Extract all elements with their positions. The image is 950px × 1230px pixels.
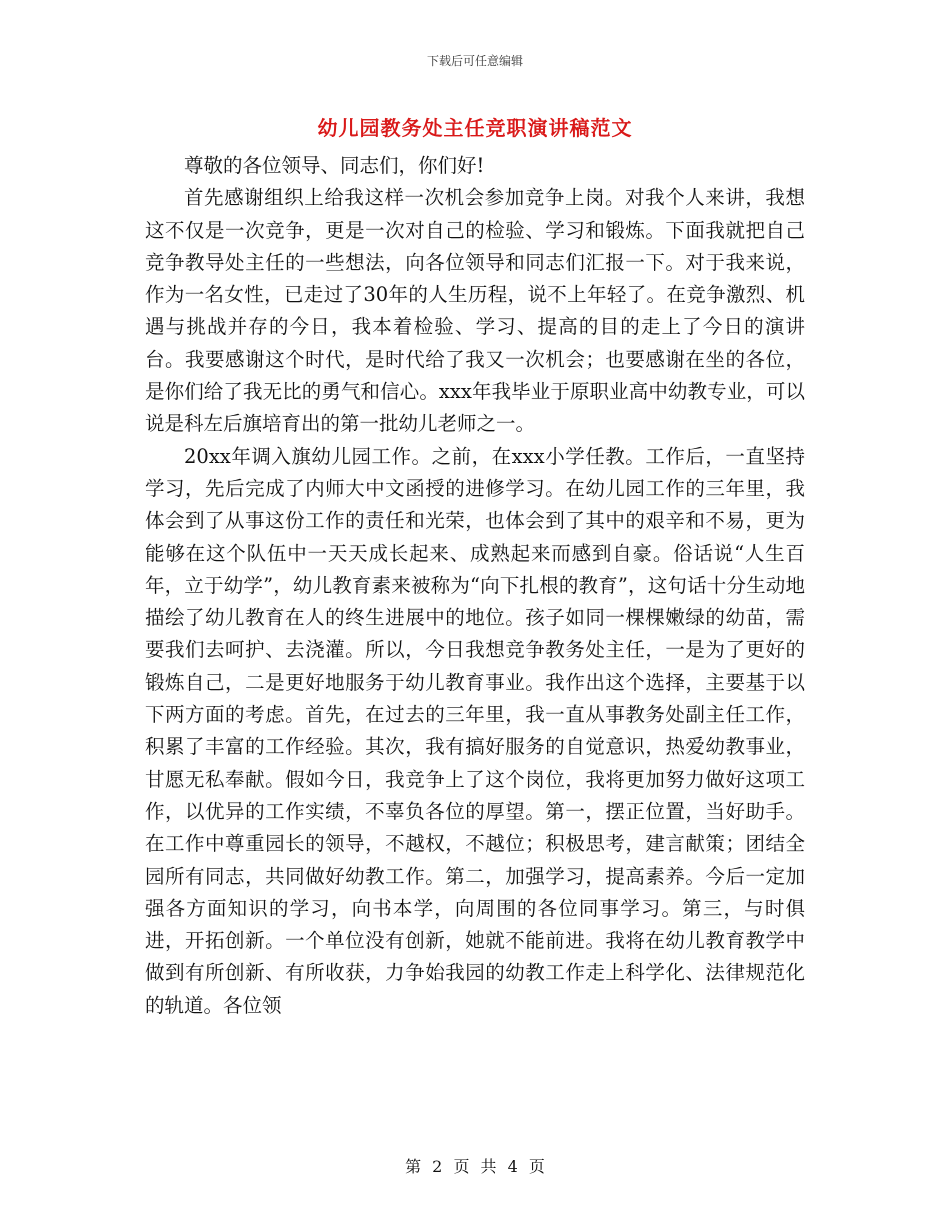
page-indicator: 第 2 页 共 4 页 bbox=[405, 1157, 545, 1176]
paragraph-introduction: 首先感谢组织上给我这样一次机会参加竞争上岗。对我个人来讲，我想这不仅是一次竞争，更是一次对自己的检验、学习和锻炼。下面我就把自己竞争教导处主任的一些想法，向各位领导和同志们汇报一下。对于我来说，作为一名女性，已走过了30年的人生历程，说不上年轻了。在竞争激烈、机遇与挑战并存的今日，我本着检验、学习、提高的目的走上了今日的演讲台。我要感谢这个时代，是时代给了我又一次机会；也要感谢在坐的各位，是你们给了我无比的勇气和信心。xxx年我毕业于原职业高中幼教专业，可以说是科左后旗培育出的第一批幼儿老师之一。 bbox=[145, 186, 805, 436]
header-note: 下载后可任意编辑 bbox=[426, 54, 523, 68]
document-body bbox=[145, 150, 805, 1022]
document-title: 幼儿园教务处主任竞职演讲稿范文 bbox=[317, 116, 633, 140]
paragraph-experience: 20xx年调入旗幼儿园工作。之前，在xxx小学任教。工作后，一直坚持学习，先后完成了内师大中文函授的进修学习。在幼儿园工作的三年里，我体会到了从事这份工作的责任和光荣，也体会到了其中的艰辛和不易，更为能够在这个队伍中一天天成长起来、成熟起来而感到自豪。俗话说“人生百年，立于幼学”，幼儿教育素来被称为“向下扎根的教育”，这句话十分生动地描绘了幼儿教育在人的终生进展中的地位。孩子如同一棵棵嫩绿的幼苗，需要我们去呵护、去浇灌。所以，今日我想竞争教务处主任，一是为了更好的锻炼自己，二是更好地服务于幼儿教育事业。我作出这个选择，主要基于以下两方面的考虑。首先，在过去的三年里，我一直从事教务处副主任工作，积累了丰富的工作经验。其次，我有搞好服务的自觉意识，热爱幼教事业，甘愿无私奉献。假如今日，我竞争上了这个岗位，我将更加努力做好这项工作，以优异的工作实绩，不辜负各位的厚望。第一，摆正位置，当好助手。在工作中尊重园长的领导，不越权，不越位；积极思考，建言献策；团结全园所有同志，共同做好幼教工作。第二，加强学习，提高素养。今后一定加强各方面知识的学习，向书本学，向周围的各位同事学习。第三，与时俱进，开拓创新。一个单位没有创新，她就不能前进。我将在幼儿教育教学中做到有所创新、有所收获，力争始我园的幼教工作走上科学化、法律规范化的轨道。各位领 bbox=[145, 444, 805, 1017]
paragraph-greeting: 尊敬的各位领导、同志们，你们好! bbox=[184, 154, 485, 177]
